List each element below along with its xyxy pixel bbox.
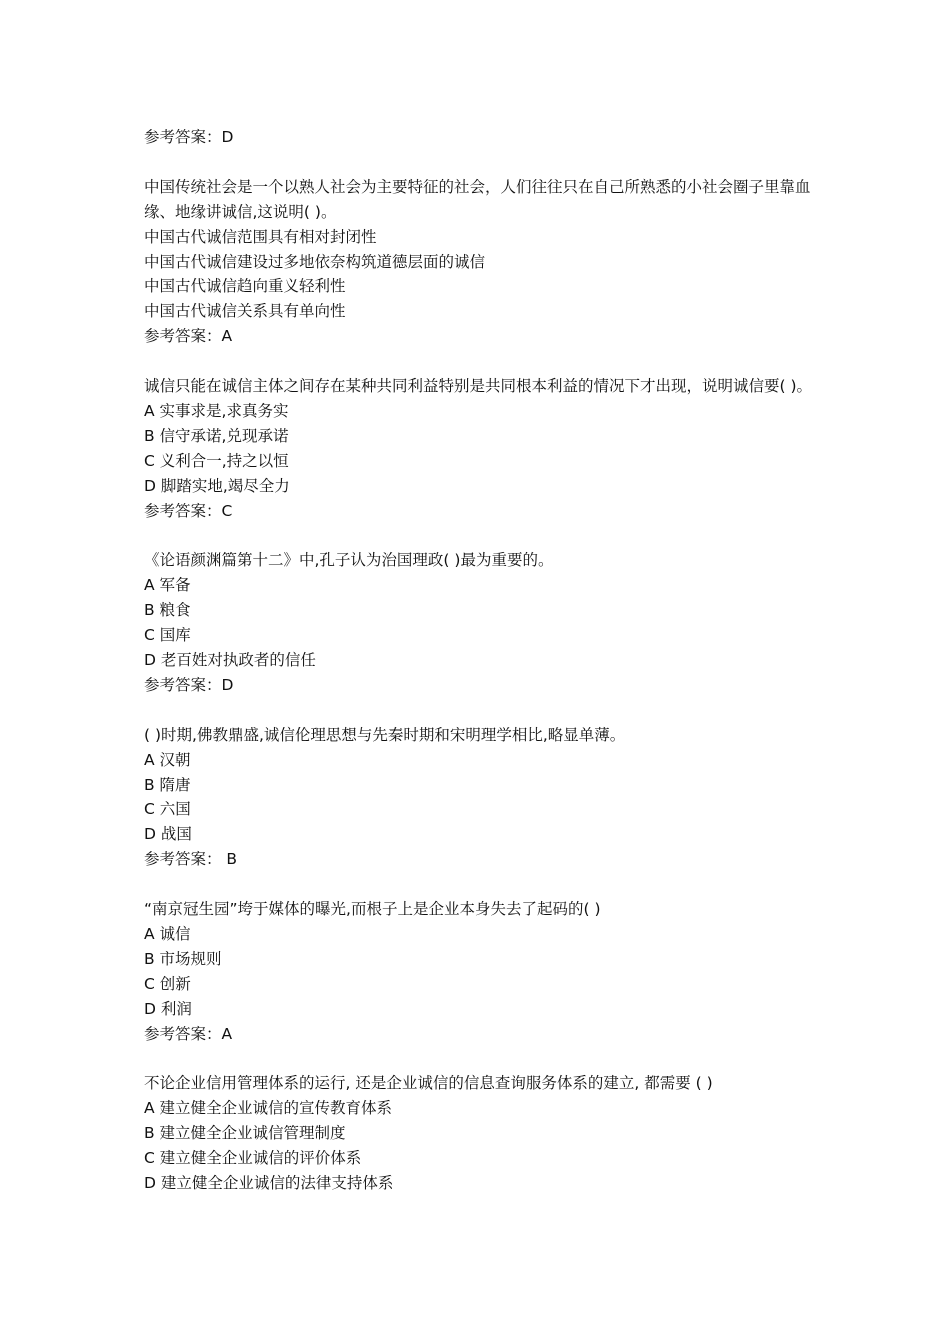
- question-stem: “南京冠生园”垮于媒体的曝光,而根子上是企业本身失去了起码的( ): [144, 900, 601, 919]
- option-b: B 市场规则: [144, 949, 222, 968]
- question-stem: ( )时期,佛教鼎盛,诚信伦理思想与先秦时期和宋明理学相比,略显单薄。: [144, 725, 626, 744]
- option-d: D 老百姓对执政者的信任: [144, 650, 316, 669]
- option-3: 中国古代诚信趋向重义轻利性: [144, 277, 346, 296]
- option-a: A 实事求是,求真务实: [144, 401, 289, 420]
- option-b: B 信守承诺,兑现承诺: [144, 426, 289, 445]
- answer-block-top: [144, 125, 814, 150]
- option-1: 中国古代诚信范围具有相对封闭性: [144, 227, 377, 246]
- question-block-2: [144, 374, 814, 523]
- option-d: D 战国: [144, 825, 192, 844]
- answer-line: 参考答案：A: [144, 327, 233, 346]
- answer-line: 参考答案：C: [144, 501, 233, 520]
- option-d: D 利润: [144, 999, 192, 1018]
- option-2: 中国古代诚信建设过多地依奈构筑道德层面的诚信: [144, 252, 486, 271]
- option-c: C 六国: [144, 800, 191, 819]
- option-c: C 创新: [144, 974, 191, 993]
- question-stem: 诚信只能在诚信主体之间存在某种共同利益特别是共同根本利益的情况下才出现，说明诚信要( )。: [144, 377, 813, 396]
- option-4: 中国古代诚信关系具有单向性: [144, 302, 346, 321]
- option-c: C 国库: [144, 626, 191, 645]
- question-stem: 不论企业信用管理体系的运行, 还是企业诚信的信息查询服务体系的建立, 都需要 ( ): [144, 1074, 713, 1093]
- answer-line: 参考答案：A: [144, 1024, 233, 1043]
- option-d: D 建立健全企业诚信的法律支持体系: [144, 1173, 394, 1192]
- option-a: A 诚信: [144, 924, 191, 943]
- question-block-1: [144, 175, 814, 349]
- option-a: A 军备: [144, 576, 191, 595]
- question-block-4: [144, 723, 814, 872]
- answer-line: 参考答案：D: [144, 675, 234, 694]
- question-stem: 《论语颜渊篇第十二》中,孔子认为治国理政( )最为重要的。: [144, 551, 554, 570]
- option-b: B 粮食: [144, 601, 191, 620]
- option-b: B 隋唐: [144, 775, 191, 794]
- option-c: C 义利合一,持之以恒: [144, 451, 289, 470]
- option-a: A 汉朝: [144, 750, 191, 769]
- answer-line: 参考答案：D: [144, 128, 234, 146]
- question-stem: 中国传统社会是一个以熟人社会为主要特征的社会，人们往往只在自己所熟悉的小社会圈子里靠血缘、地缘讲诚信,这说明( )。: [144, 177, 811, 221]
- option-d: D 脚踏实地,竭尽全力: [144, 476, 290, 495]
- question-block-5: [144, 897, 814, 1046]
- question-block-6: [144, 1071, 814, 1196]
- option-c: C 建立健全企业诚信的评价体系: [144, 1149, 362, 1168]
- option-a: A 建立健全企业诚信的宣传教育体系: [144, 1099, 393, 1118]
- question-block-3: [144, 548, 814, 697]
- document-content: [144, 125, 814, 1196]
- answer-line: 参考答案： B: [144, 850, 238, 869]
- option-b: B 建立健全企业诚信管理制度: [144, 1124, 346, 1143]
